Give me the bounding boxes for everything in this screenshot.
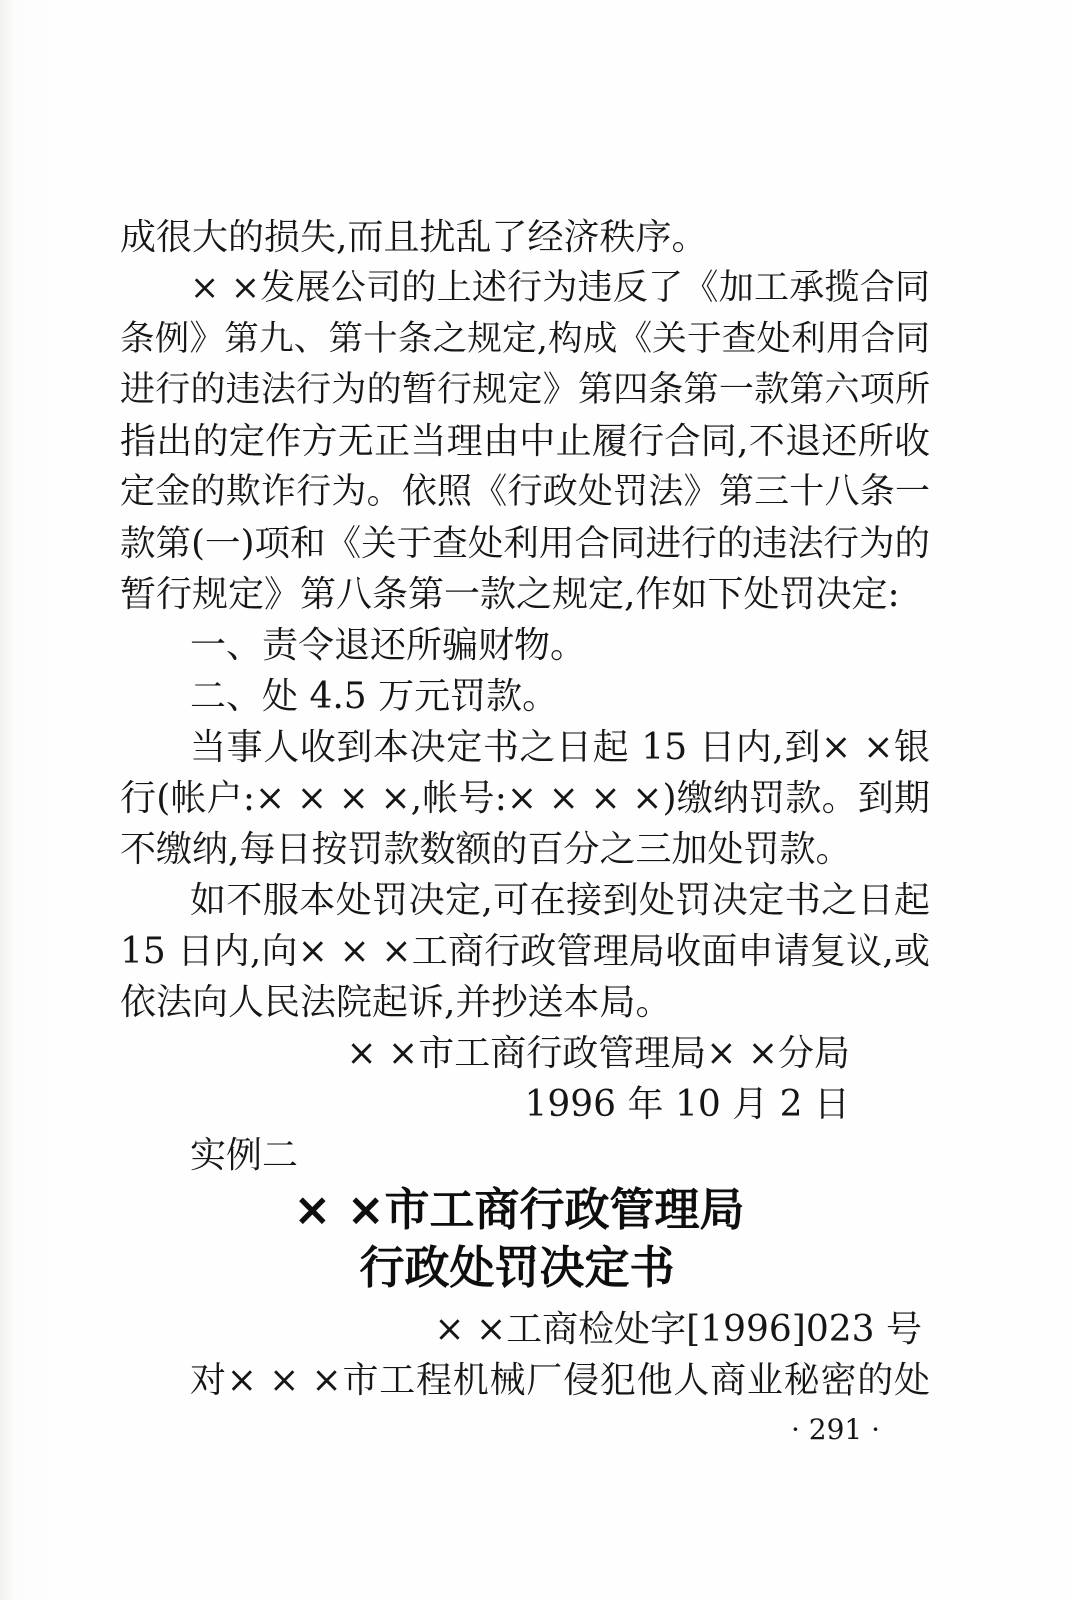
text-line: 不缴纳,每日按罚款数额的百分之三加处罚款。 [120,829,852,870]
text-line: × ×发展公司的上述行为违反了《加工承揽合同 [190,268,930,308]
text-line: 当事人收到本决定书之日起 15 日内,到× ×银 [190,727,930,768]
document-number: × ×工商检处字[1996]023 号 [434,1309,922,1350]
text-line: 依法向人民法院起诉,并抄送本局。 [120,982,672,1023]
text-line: 款第(一)项和《关于查处利用合同进行的违法行为的 [120,523,930,564]
text-line: 暂行规定》第八条第一款之规定,作如下处罚决定: [120,574,900,615]
page-number: · 291 · [790,1413,880,1446]
text-line: 条例》第九、第十条之规定,构成《关于查处利用合同 [120,319,930,359]
penalty-item: 二、处 4.5 万元罚款。 [190,676,559,717]
text-line: 15 日内,向× × ×工商行政管理局收面申请复议,或 [120,931,930,972]
text-line: 如不服本处罚决定,可在接到处罚决定书之日起 [190,880,930,921]
text-line: 成很大的损失,而且扰乱了经济秩序。 [120,217,708,258]
penalty-item: 一、责令退还所骗财物。 [190,625,587,666]
text-line: 指出的定作方无正当理由中止履行合同,不退还所收 [120,421,930,462]
text-line: 定金的欺诈行为。依照《行政处罚法》第三十八条一 [120,472,930,512]
document-opening-line: 对× × ×市工程机械厂侵犯他人商业秘密的处 [190,1360,930,1401]
document-heading-authority: × ×市工商行政管理局 [293,1183,745,1236]
example-label: 实例二 [190,1135,299,1176]
page-body [120,212,930,1454]
document-heading-title: 行政处罚决定书 [359,1241,675,1294]
signature-issuer: × ×市工商行政管理局× ×分局 [346,1033,850,1074]
text-line: 行(帐户:× × × ×,帐号:× × × ×)缴纳罚款。到期 [120,778,930,819]
text-line: 进行的违法行为的暂行规定》第四条第一款第六项所 [120,370,930,410]
signature-date: 1996 年 10 月 2 日 [524,1084,850,1125]
